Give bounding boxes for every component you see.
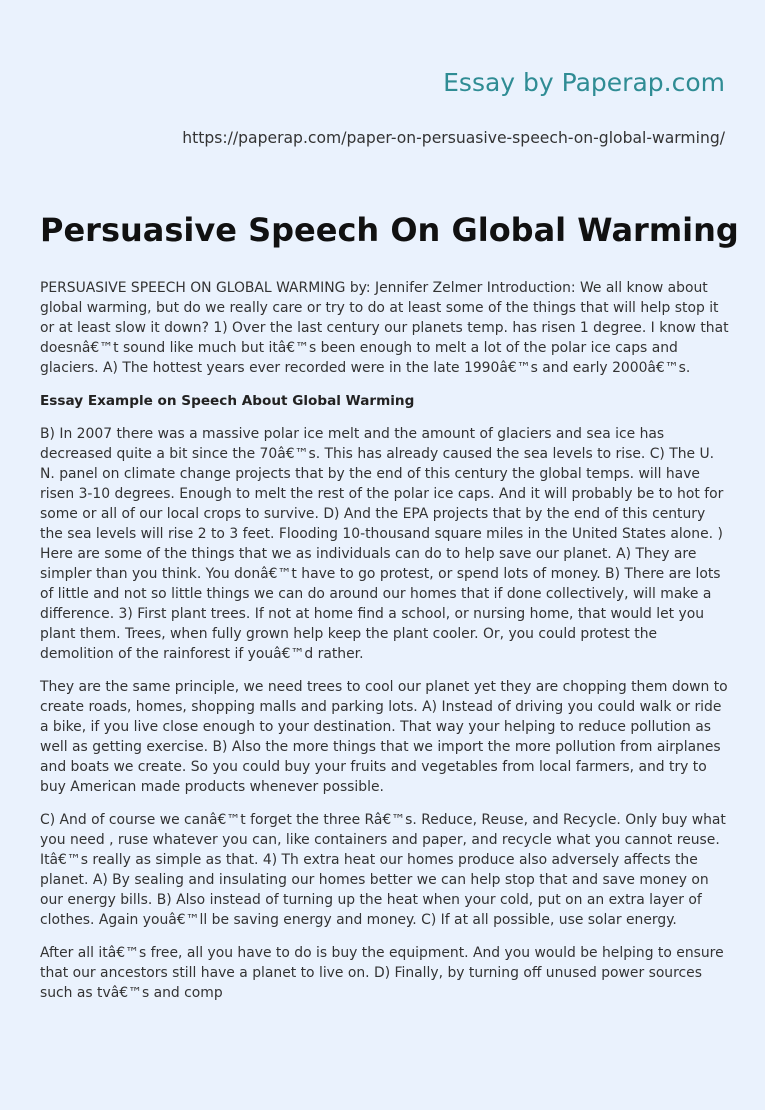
body-paragraph-3: C) And of course we canâ€™t forget the three Râ€™s. Reduce, Reuse, and Recycle. Only buy what you need , ruse whatever you can, like containers and paper, and recycle what you cannot reuse. Itâ€™s really as simple as that. 4) Th extra heat our homes produce also adversely affects the planet. A) By sealing and insulating our homes better we can help stop that and save money on our energy bills. B) Also instead of turning up the heat when your cold, put on an extra layer of clothes. Again youâ€™ll be saving energy and money. C) If at all possible, use solar energy.	[40, 812, 726, 928]
body-paragraph-2: They are the same principle, we need trees to cool our planet yet they are chopping them down to create roads, homes, shopping malls and parking lots. A) Instead of driving you could walk or ride a bike, if you live close enough to your destination. That way your helping to reduce pollution as well as getting exercise. B) Also the more things that we import the more pollution from airplanes and boats we create. So you could buy your fruits and vegetables from local farmers, and try to buy American made products whenever possible.	[40, 679, 728, 795]
body-paragraph-4: After all itâ€™s free, all you have to do is buy the equipment. And you would be helping to ensure that our ancestors still have a planet to live on. D) Finally, by turning off unused power sources such as tvâ€™s and comp	[40, 945, 724, 1001]
body-paragraph-1: B) In 2007 there was a massive polar ice melt and the amount of glaciers and sea ice has decreased quite a bit since the 70â€™s. This has already caused the sea levels to rise. C) The U. N. panel on climate change projects that by the end of this century the global temps. will have risen 3-10 degrees. Enough to melt the rest of the polar ice caps. And it will probably be to hot for some or all of our local crops to survive. D) And the EPA projects that by the end of this century the sea levels will rise 2 to 3 feet. Flooding 10-thousand square miles in the United States alone. ) Here are some of the things that we as individuals can do to help save our planet. A) They are simpler than you think. You donâ€™t have to go protest, or spend lots of money. B) There are lots of little and not so little things we can do around our homes that if done collectively, will make a difference. 3) First plant trees. If not at home find a school, or nursing home, that would let you plant them. Trees, when fully grown help keep the plant cooler. Or, you could protest the demolition of the rainforest if youâ€™d rather.	[40, 426, 724, 662]
essay-body	[40, 278, 730, 1016]
intro-paragraph: PERSUASIVE SPEECH ON GLOBAL WARMING by: Jennifer Zelmer Introduction: We all know about global warming, but do we really care or try to do at least some of the things that will help stop it or at least slow it down? 1) Over the last century our planets temp. has risen 1 degree. I know that doesnâ€™t sound like much but itâ€™s been enough to melt a lot of the polar ice caps and glaciers. A) The hottest years ever recorded were in the late 1990â€™s and early 2000â€™s.	[40, 280, 729, 376]
essay-example-heading: Essay Example on Speech About Global Warming	[40, 393, 415, 409]
site-brand-link[interactable]: Essay by Paperap.com	[443, 68, 725, 97]
essay-title: Persuasive Speech On Global Warming	[40, 211, 739, 249]
source-url-link[interactable]: https://paperap.com/paper-on-persuasive-speech-on-global-warming/	[182, 129, 725, 147]
